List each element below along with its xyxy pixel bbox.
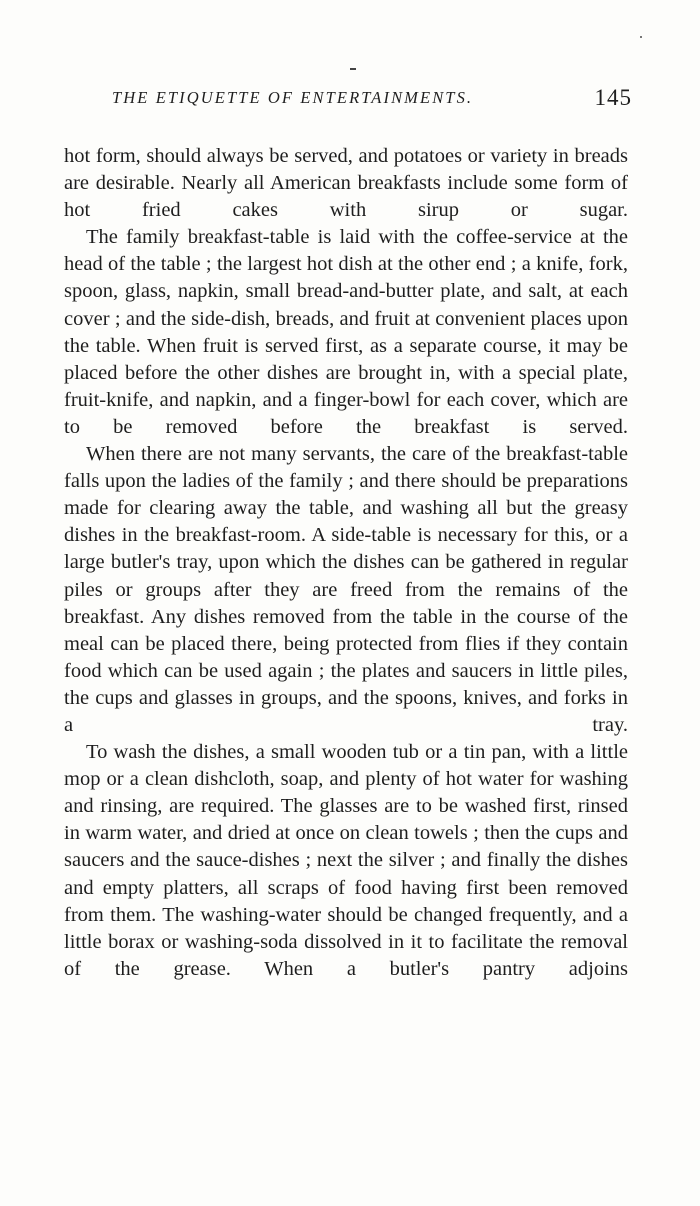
paragraph-3: When there are not many servants, the care of the breakfast-table falls upon the ladies of the family ; and there should be preparations made for clearing away the table, and washing all but the greasy dishes in the breakfast-room. A side-table is necessary for this, or a large butler's tray, upon which the dishes can be gathered in regular piles or groups after they are freed from the remains of the breakfast. Any dishes removed from the table in the course of the meal can be placed there, being protected from flies if they contain food which can be used again ; the plates and saucers in little piles, the cups and glasses in groups, and the spoons, knives, and forks in a tray.	[64, 443, 628, 736]
page-header	[112, 85, 632, 118]
paragraph-2: The family breakfast-table is laid with the coffee-service at the head of the table ; the largest hot dish at the other end ; a knife, fork, spoon, glass, napkin, small bread-and-butter plate, and salt, at each cover ; and the side-dish, breads, and fruit at convenient places upon the table. When fruit is served first, as a separate course, it may be placed before the other dishes are brought in, with a special plate, fruit-knife, and napkin, and a finger-bowl for each cover, which are to be removed before the breakfast is served.	[64, 226, 628, 438]
specks	[640, 36, 642, 38]
running-head: THE ETIQUETTE OF ENTERTAINMENTS.	[112, 88, 474, 107]
top-mark	[350, 68, 356, 70]
paragraph-4: To wash the dishes, a small wooden tub or a tin pan, with a little mop or a clean dishcloth, soap, and plenty of hot water for washing and rinsing, are required. The glasses are to be washed first, rinsed in warm water, and dried at once on clean towels ; then the cups and saucers and the sauce-dishes ; next the silver ; and finally the dishes and empty platters, all scraps of food having first been removed from them. The washing-water should be changed frequently, and a little borax or washing-soda dissolved in it to facilitate the removal of the grease. When a butler's pantry adjoins	[64, 741, 628, 980]
body-text	[64, 143, 628, 983]
page-number: 145	[594, 85, 632, 110]
paragraph-1: hot form, should always be served, and potatoes or variety in breads are desirable. Nearly all American breakfasts include some form of hot fried cakes with sirup or sugar.	[64, 145, 628, 222]
